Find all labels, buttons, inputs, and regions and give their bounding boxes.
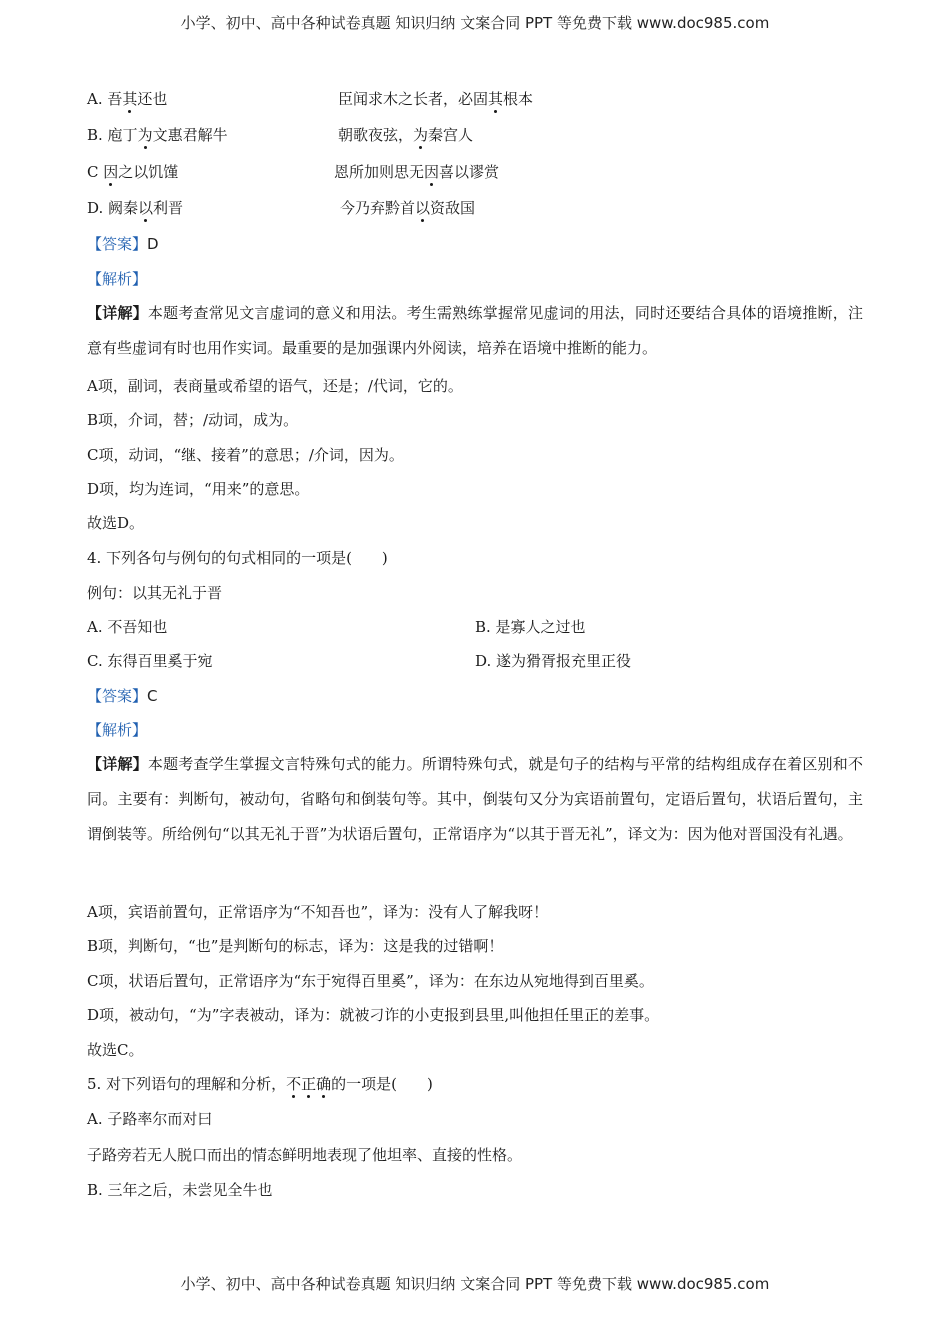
q3-answer	[87, 234, 159, 254]
q4-option-c: C. 东得百里奚于宛	[87, 652, 213, 670]
emphasis-char: 正	[301, 1075, 317, 1093]
q3-analysis	[87, 269, 147, 289]
q3-item-a: A项，副词，表商量或希望的语气，还是；/代词，它的。	[87, 377, 463, 395]
analysis-tag: 【解析】	[87, 721, 148, 739]
q4-analysis	[87, 720, 147, 740]
emphasis-char: 为	[137, 126, 153, 144]
q4-detail: 【详解】本题考查学生掌握文言特殊句式的能力。所谓特殊句式，就是句子的结构与平常的结构组成存在着区别和不同。主要有：判断句，被动句，省略句和倒装句等。其中，倒装句又分为宾语前置句，定语后置句，状语后置句，主谓倒装等。所给例句“以其无礼于晋”为状语后置句，正常语序为“以其于晋无礼”，译文为：因为他对晋国没有礼遇。	[87, 755, 863, 843]
q4-example: 例句：以其无礼于晋	[87, 584, 223, 602]
emphasis-char: 以	[415, 199, 431, 217]
emphasis-char: 不	[286, 1075, 302, 1093]
answer-tag: 【答案】	[87, 235, 148, 253]
q3-detail: 【详解】本题考查常见文言虚词的意义和用法。考生需熟练掌握常见虚词的用法，同时还要结合具体的语境推断，注意有些虚词有时也用作实词。最重要的是加强课内外阅读，培养在语境中推断的能力。	[87, 304, 863, 357]
q4-conclusion: 故选C。	[87, 1041, 144, 1059]
q3-option-c: C 因之以饥馑	[87, 163, 179, 181]
emphasis-char: 以	[138, 199, 154, 217]
q4-option-a: A. 不吾知也	[87, 618, 168, 636]
emphasis-char: 确	[316, 1075, 332, 1093]
q4-item-c: C项，状语后置句，正常语序为“东于宛得百里奚”，译为：在东边从宛地得到百里奚。	[87, 972, 654, 990]
page-header: 小学、初中、高中各种试卷真题 知识归纳 文案合同 PPT 等免费下载 www.doc985.com	[180, 14, 770, 32]
q4-answer	[87, 686, 158, 706]
emphasis-char: 其	[488, 90, 504, 108]
answer-value: C	[147, 687, 158, 705]
q5-option-a: A. 子路率尔而对曰	[87, 1110, 213, 1128]
q4-option-d: D. 遂为猾胥报充里正役	[475, 652, 632, 670]
analysis-tag: 【解析】	[87, 270, 148, 288]
page-footer: 小学、初中、高中各种试卷真题 知识归纳 文案合同 PPT 等免费下载 www.doc985.com	[180, 1275, 770, 1293]
q3-option-b-compare: 朝歌夜弦，为秦宫人	[338, 126, 474, 144]
q4-stem: 4. 下列各句与例句的句式相同的一项是( )	[87, 549, 388, 567]
emphasis-char: 因	[103, 163, 119, 181]
emphasis-char: 为	[413, 126, 429, 144]
q4-item-d: D项，被动句，“为”字表被动，译为：就被刁诈的小吏报到县里,叫他担任里正的差事。	[87, 1006, 660, 1024]
q3-option-d: D. 阙秦以利晋	[87, 199, 184, 217]
answer-tag: 【答案】	[87, 687, 148, 705]
q3-option-c-compare: 恩所加则思无因喜以谬赏	[334, 163, 500, 181]
q3-conclusion: 故选D。	[87, 514, 145, 532]
q4-item-b: B项，判断句，“也”是判断句的标志，译为：这是我的过错啊！	[87, 937, 504, 955]
detail-tag: 【详解】	[87, 304, 148, 322]
q3-item-c: C项，动词，“继、接着”的意思；/介词，因为。	[87, 446, 404, 464]
q5-option-a-text: 子路旁若无人脱口而出的情态鲜明地表现了他坦率、直接的性格。	[87, 1146, 523, 1164]
q4-option-b: B. 是寡人之过也	[475, 618, 586, 636]
q3-option-a-compare: 臣闻求木之长者，必固其根本	[338, 90, 534, 108]
q3-option-a: A. 吾其还也	[87, 90, 168, 108]
detail-tag: 【详解】	[87, 755, 148, 773]
q3-option-d-compare: 今乃弃黔首以资敌国	[340, 199, 476, 217]
q4-item-a: A项，宾语前置句，正常语序为“不知吾也”，译为：没有人了解我呀！	[87, 903, 549, 921]
q5-option-b: B. 三年之后，未尝见全牛也	[87, 1181, 273, 1199]
emphasis-char: 其	[122, 90, 138, 108]
q3-item-d: D项，均为连词，“用来”的意思。	[87, 480, 310, 498]
q5-stem: 5. 对下列语句的理解和分析，不正确的一项是( )	[87, 1075, 433, 1093]
emphasis-char: 因	[424, 163, 440, 181]
answer-value: D	[147, 235, 159, 253]
q3-option-b: B. 庖丁为文惠君解牛	[87, 126, 228, 144]
q3-item-b: B项，介词，替；/动词，成为。	[87, 411, 299, 429]
